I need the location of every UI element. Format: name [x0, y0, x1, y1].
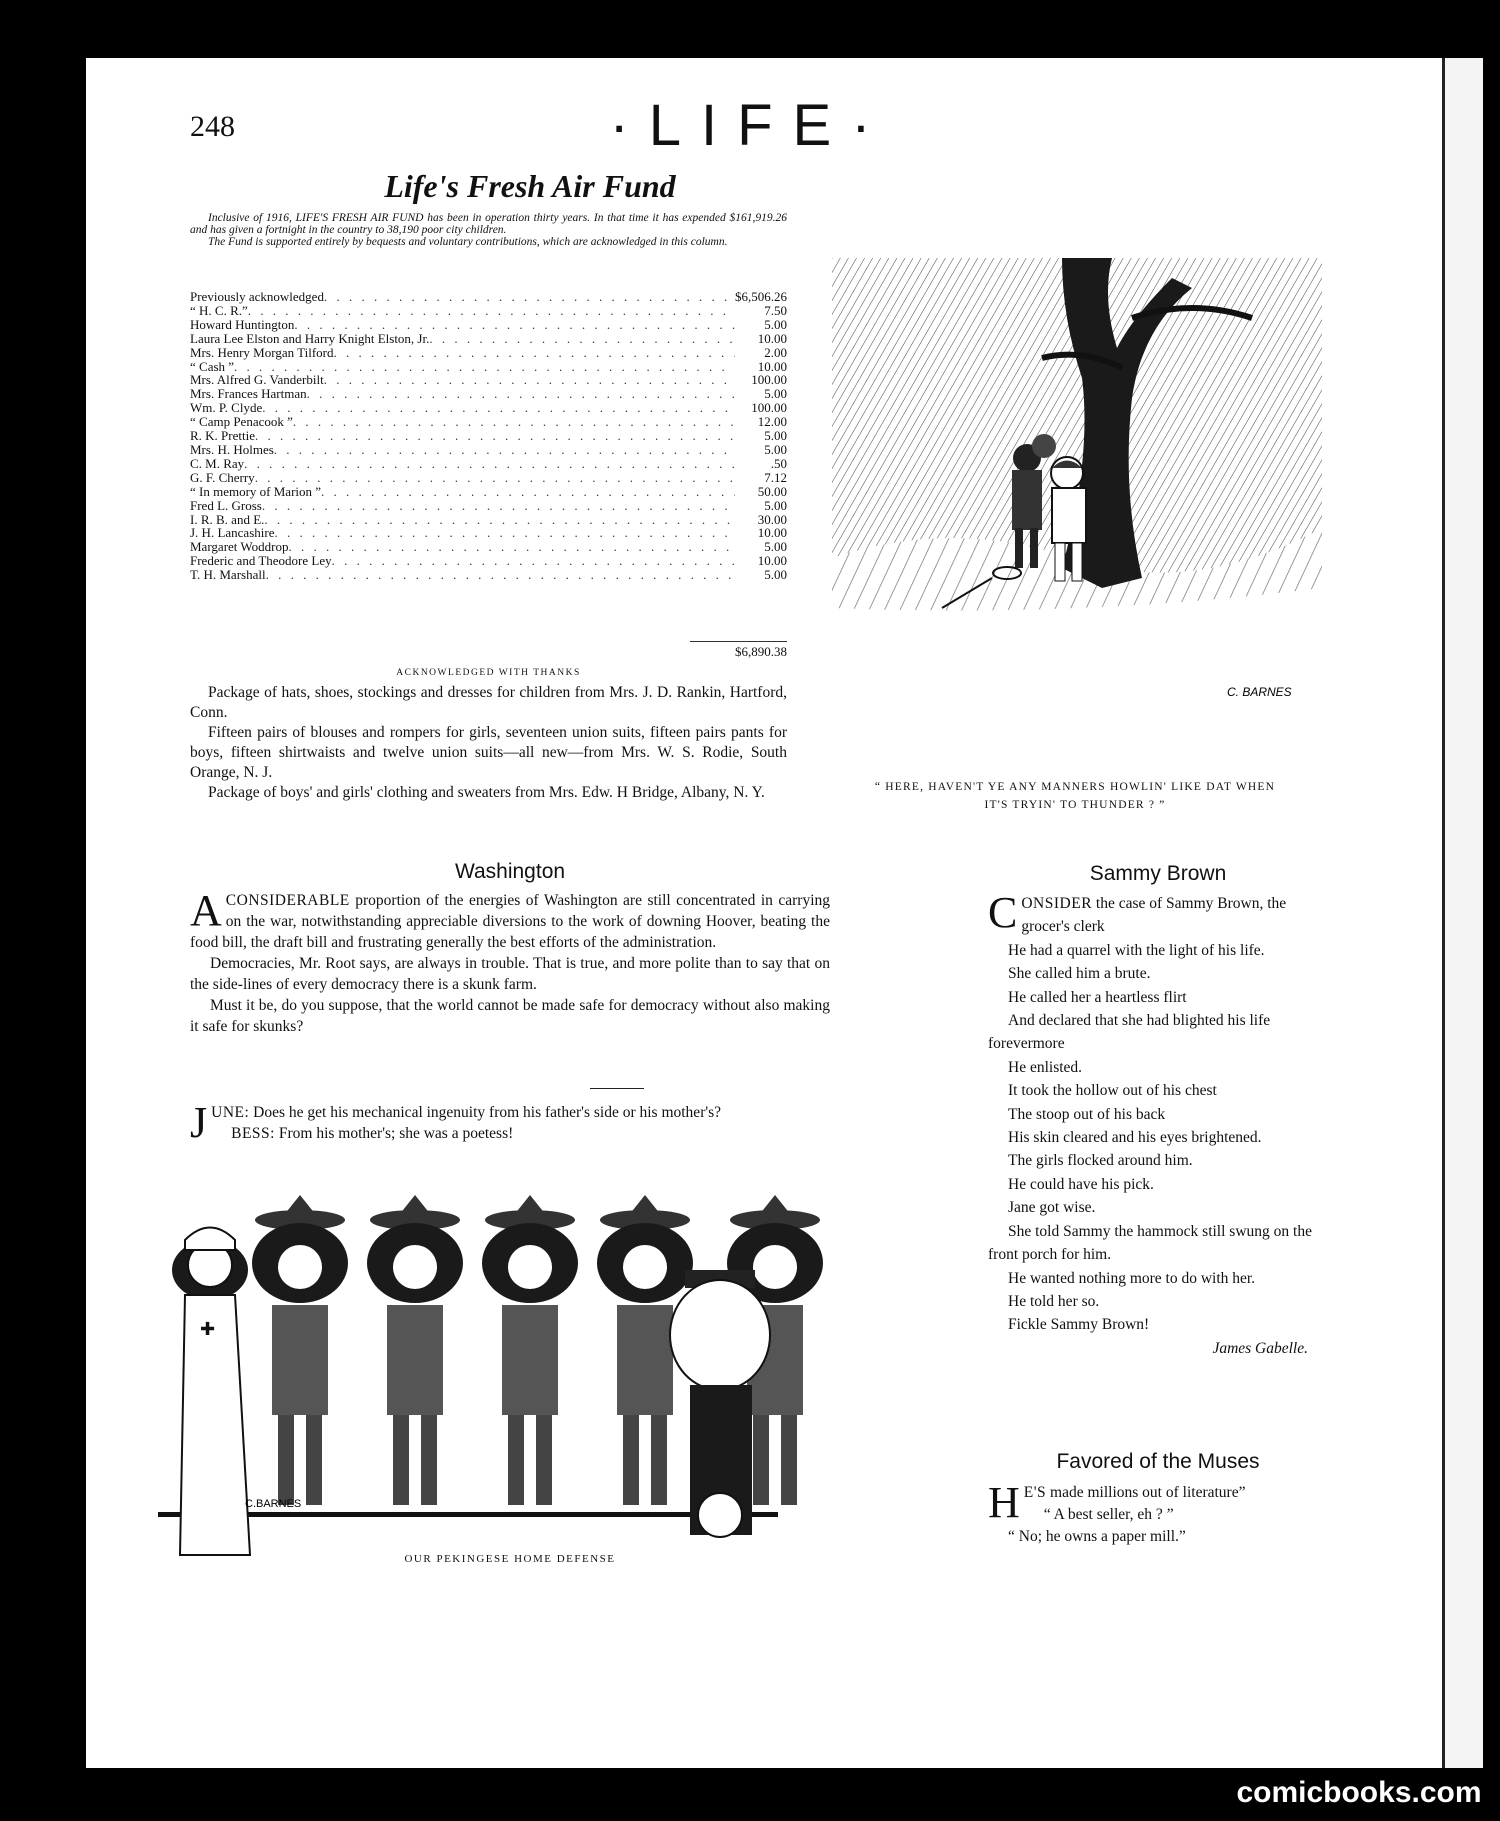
donor-row	[190, 401, 787, 415]
ack-heading: ACKNOWLEDGED WITH THANKS	[396, 668, 581, 678]
donor-amount: 10.00	[757, 525, 787, 541]
soldier-dog	[367, 1195, 463, 1505]
nurse-dog	[172, 1228, 250, 1556]
masthead: ·LIFE·	[609, 93, 891, 158]
donor-name: T. H. Marshall	[190, 567, 266, 583]
washington-p1: proportion of the energies of Washington are still concentrated in carrying on the war, notwithstanding appreciable diversions to the work of downing Hoover, beating the food bill, the draft bill and frustrating generally the best efforts of the administration.	[190, 892, 830, 951]
leader-dots	[262, 401, 735, 415]
donor-amount: 5.00	[764, 441, 787, 457]
donor-name: “ In memory of Marion ”	[190, 483, 322, 499]
speaker-june: UNE:	[211, 1104, 250, 1121]
ack-item: Package of hats, shoes, stockings and dresses for children from Mrs. J. D. Rankin, Hartford, Conn.	[190, 684, 787, 721]
leader-dots	[429, 332, 735, 346]
donor-amount: 2.00	[764, 344, 787, 360]
joke-line1: Does he get his mechanical ingenuity from his father's side or his mother's?	[249, 1104, 722, 1121]
leader-dots	[288, 540, 735, 554]
donor-row	[190, 318, 787, 332]
poem-line: Fickle Sammy Brown!	[1008, 1316, 1150, 1334]
poem-line: He could have his pick.	[1008, 1175, 1154, 1193]
donor-row	[190, 540, 787, 554]
soldier-dog	[482, 1195, 578, 1505]
poem-line: The stoop out of his back	[1008, 1105, 1166, 1123]
donor-row	[190, 304, 787, 318]
leader-dots	[255, 429, 735, 443]
fund-total: $6,890.38	[690, 641, 787, 660]
donor-row	[190, 346, 787, 360]
donor-row	[190, 415, 787, 429]
poem-line: He wanted nothing more to do with her.	[1008, 1269, 1256, 1287]
poem-line: He enlisted.	[1008, 1058, 1083, 1076]
donor-amount: 50.00	[757, 483, 787, 499]
donor-name: R. K. Prettie	[190, 428, 255, 444]
donor-name: J. H. Lancashire	[190, 525, 275, 541]
donor-amount: 100.00	[751, 372, 787, 388]
fund-intro	[190, 212, 787, 248]
page-number: 248	[190, 110, 235, 143]
donor-amount: 10.00	[757, 358, 787, 374]
donor-amount: 5.00	[764, 497, 787, 513]
donor-name: Mrs. Henry Morgan Tilford	[190, 344, 334, 360]
donor-row	[190, 457, 787, 471]
favored-line3: “ No; he owns a paper mill.”	[1008, 1528, 1186, 1545]
donor-name: Frederic and Theodore Ley	[190, 553, 332, 569]
cartoon2-signature: C.BARNES	[245, 1498, 302, 1510]
sammy-poem	[988, 888, 1328, 1360]
donor-row	[190, 485, 787, 499]
donor-amount: $6,506.26	[735, 289, 787, 304]
poem-line: It took the hollow out of his chest	[1008, 1082, 1217, 1100]
lead-caps: ONSIDER	[1021, 895, 1093, 912]
poem-line: The girls flocked around him.	[1008, 1152, 1193, 1170]
leader-dots	[293, 415, 735, 429]
fund-title: Life's Fresh Air Fund	[384, 168, 676, 204]
leader-dots	[264, 513, 735, 527]
drop-cap: C	[988, 888, 1018, 937]
poem-line: His skin cleared and his eyes brightened.	[1008, 1129, 1262, 1147]
donor-amount: 5.00	[764, 428, 787, 444]
donor-amount: 10.00	[757, 553, 787, 569]
donor-amount: .50	[770, 455, 787, 471]
speaker-bess: BESS:	[231, 1125, 275, 1142]
donor-name: I. R. B. and E.	[190, 511, 265, 527]
poem-line: She told Sammy the hammock still swung on the front porch for him.	[988, 1222, 1312, 1264]
donor-name: “ Cash ”	[190, 358, 235, 374]
donor-amount: 10.00	[757, 330, 787, 346]
washington-article	[190, 886, 830, 1037]
svg-text:✚: ✚	[200, 1319, 216, 1339]
donor-row	[190, 387, 787, 401]
donor-amount: 5.00	[764, 316, 787, 332]
leader-dots	[248, 304, 735, 318]
lead-caps: CONSIDERABLE	[225, 892, 350, 909]
donor-amount: 5.00	[764, 539, 787, 555]
donor-row	[190, 513, 787, 527]
donor-row	[190, 373, 787, 387]
leader-dots	[324, 373, 735, 387]
donor-amount: 30.00	[757, 511, 787, 527]
leader-dots	[332, 554, 735, 568]
fund-intro-paragraph-1: Inclusive of 1916, LIFE'S FRESH AIR FUND has been in operation thirty years. In that time it has expended $161,919.26 and has given a fortnight in the country to 38,190 poor city children.	[190, 212, 787, 236]
leader-dots	[324, 290, 735, 304]
donor-name: Margaret Woddrop	[190, 539, 289, 555]
soldier-dog	[252, 1195, 348, 1505]
donor-row	[190, 332, 787, 346]
drop-cap: H	[988, 1478, 1020, 1527]
leader-dots	[334, 346, 736, 360]
poem-line: Jane got wise.	[1008, 1199, 1096, 1217]
donor-name: C. M. Ray	[190, 455, 245, 471]
poem-line: He had a quarrel with the light of his life.	[1008, 941, 1265, 959]
favored-line1: made millions out of literature”	[1046, 1484, 1246, 1501]
poem-line: And declared that she had blighted his life forevermore	[988, 1012, 1271, 1053]
washington-heading: Washington	[454, 860, 566, 883]
ack-item: Fifteen pairs of blouses and rompers for girls, seventeen union suits, fifteen pairs pants for boys, fifteen shirtwaists and twelve union suits—all new—from Mrs. W. S. Rodie, South Orange, N. J.	[190, 724, 787, 781]
donor-name: Wm. P. Clyde	[190, 400, 263, 416]
washington-p3: Must it be, do you suppose, that the world cannot be made safe for democracy without also making it safe for skunks?	[190, 997, 830, 1035]
donor-name: “ Camp Penacook ”	[190, 414, 293, 430]
donor-name: G. F. Cherry	[190, 469, 255, 485]
cartoon1-caption-line: “ HERE, HAVEN'T YE ANY MANNERS HOWLIN' LIKE DAT WHEN	[874, 781, 1276, 793]
donor-name: Mrs. Frances Hartman	[190, 386, 307, 402]
donor-row	[190, 429, 787, 443]
poem-line: She called him a brute.	[1008, 965, 1151, 983]
favored-heading: Favored of the Muses	[1056, 1450, 1260, 1473]
donor-name: “ H. C. R.”	[190, 302, 248, 318]
donor-row	[190, 290, 787, 304]
donor-name: Mrs. Alfred G. Vanderbilt	[190, 372, 324, 388]
donor-list	[190, 290, 787, 582]
leader-dots	[274, 526, 735, 540]
donor-row	[190, 360, 787, 374]
section-divider	[590, 1088, 644, 1089]
poem-author: James Gabelle.	[1212, 1339, 1308, 1357]
ack-list	[190, 683, 787, 803]
lead-caps: E'S	[1023, 1484, 1047, 1501]
leader-dots	[244, 457, 735, 471]
donor-row	[190, 471, 787, 485]
poem-line: He called her a heartless flirt	[1008, 988, 1187, 1006]
donor-amount: 5.00	[764, 567, 787, 583]
donor-name: Laura Lee Elston and Harry Knight Elston, Jr.	[190, 330, 430, 346]
leader-dots	[234, 360, 735, 374]
leader-dots	[255, 471, 735, 485]
donor-row	[190, 526, 787, 540]
donor-row	[190, 554, 787, 568]
leader-dots	[266, 568, 735, 582]
cartoon1-caption	[805, 778, 1345, 814]
fund-intro-paragraph-2: The Fund is supported entirely by bequests and voluntary contributions, which are acknowledged in this column.	[208, 236, 728, 248]
cartoon1-signature: C. BARNES	[1227, 685, 1292, 699]
cartoon2-caption: OUR PEKINGESE HOME DEFENSE	[404, 1553, 616, 1565]
drop-cap: A	[190, 886, 222, 935]
leader-dots	[274, 443, 735, 457]
ack-item: Package of boys' and girls' clothing and sweaters from Mrs. Edw. H Bridge, Albany, N. Y.	[208, 784, 765, 801]
june-bess-joke	[190, 1098, 830, 1147]
sammy-heading: Sammy Brown	[1089, 862, 1227, 885]
poem-line: He told her so.	[1008, 1292, 1100, 1310]
washington-p2: Democracies, Mr. Root says, are always in trouble. That is true, and more polite than to say that on the side-lines of every democracy there is a skunk farm.	[190, 955, 830, 993]
donor-amount: 7.12	[764, 469, 787, 485]
donor-name: Fred L. Gross	[190, 497, 262, 513]
drop-cap: J	[190, 1098, 208, 1147]
donor-amount: 5.00	[764, 386, 787, 402]
favored-line2: “ A best seller, eh ? ”	[1043, 1506, 1174, 1523]
facing-page-edge	[1442, 58, 1483, 1768]
donor-amount: 7.50	[764, 302, 787, 318]
donor-name: Previously acknowledged	[190, 289, 324, 304]
leader-dots	[307, 387, 735, 401]
donor-row	[190, 443, 787, 457]
rain-tree-cartoon	[832, 258, 1322, 748]
donor-amount: 12.00	[757, 414, 787, 430]
donor-amount: 100.00	[751, 400, 787, 416]
watermark: comicbooks.com	[1228, 1770, 1490, 1816]
leader-dots	[321, 485, 735, 499]
donor-name: Howard Huntington	[190, 316, 295, 332]
joke-line2: From his mother's; she was a poetess!	[274, 1125, 514, 1142]
sammy-first-line: the case of Sammy Brown, the grocer's clerk	[1021, 895, 1287, 936]
donor-row	[190, 499, 787, 513]
cartoon1-caption-line: IT'S TRYIN' TO THUNDER ? ”	[984, 799, 1166, 811]
leader-dots	[262, 499, 735, 513]
donor-name: Mrs. H. Holmes	[190, 441, 274, 457]
donor-row	[190, 568, 787, 582]
leader-dots	[294, 318, 735, 332]
pekingese-cartoon	[150, 1195, 960, 1735]
favored-joke	[988, 1478, 1328, 1548]
